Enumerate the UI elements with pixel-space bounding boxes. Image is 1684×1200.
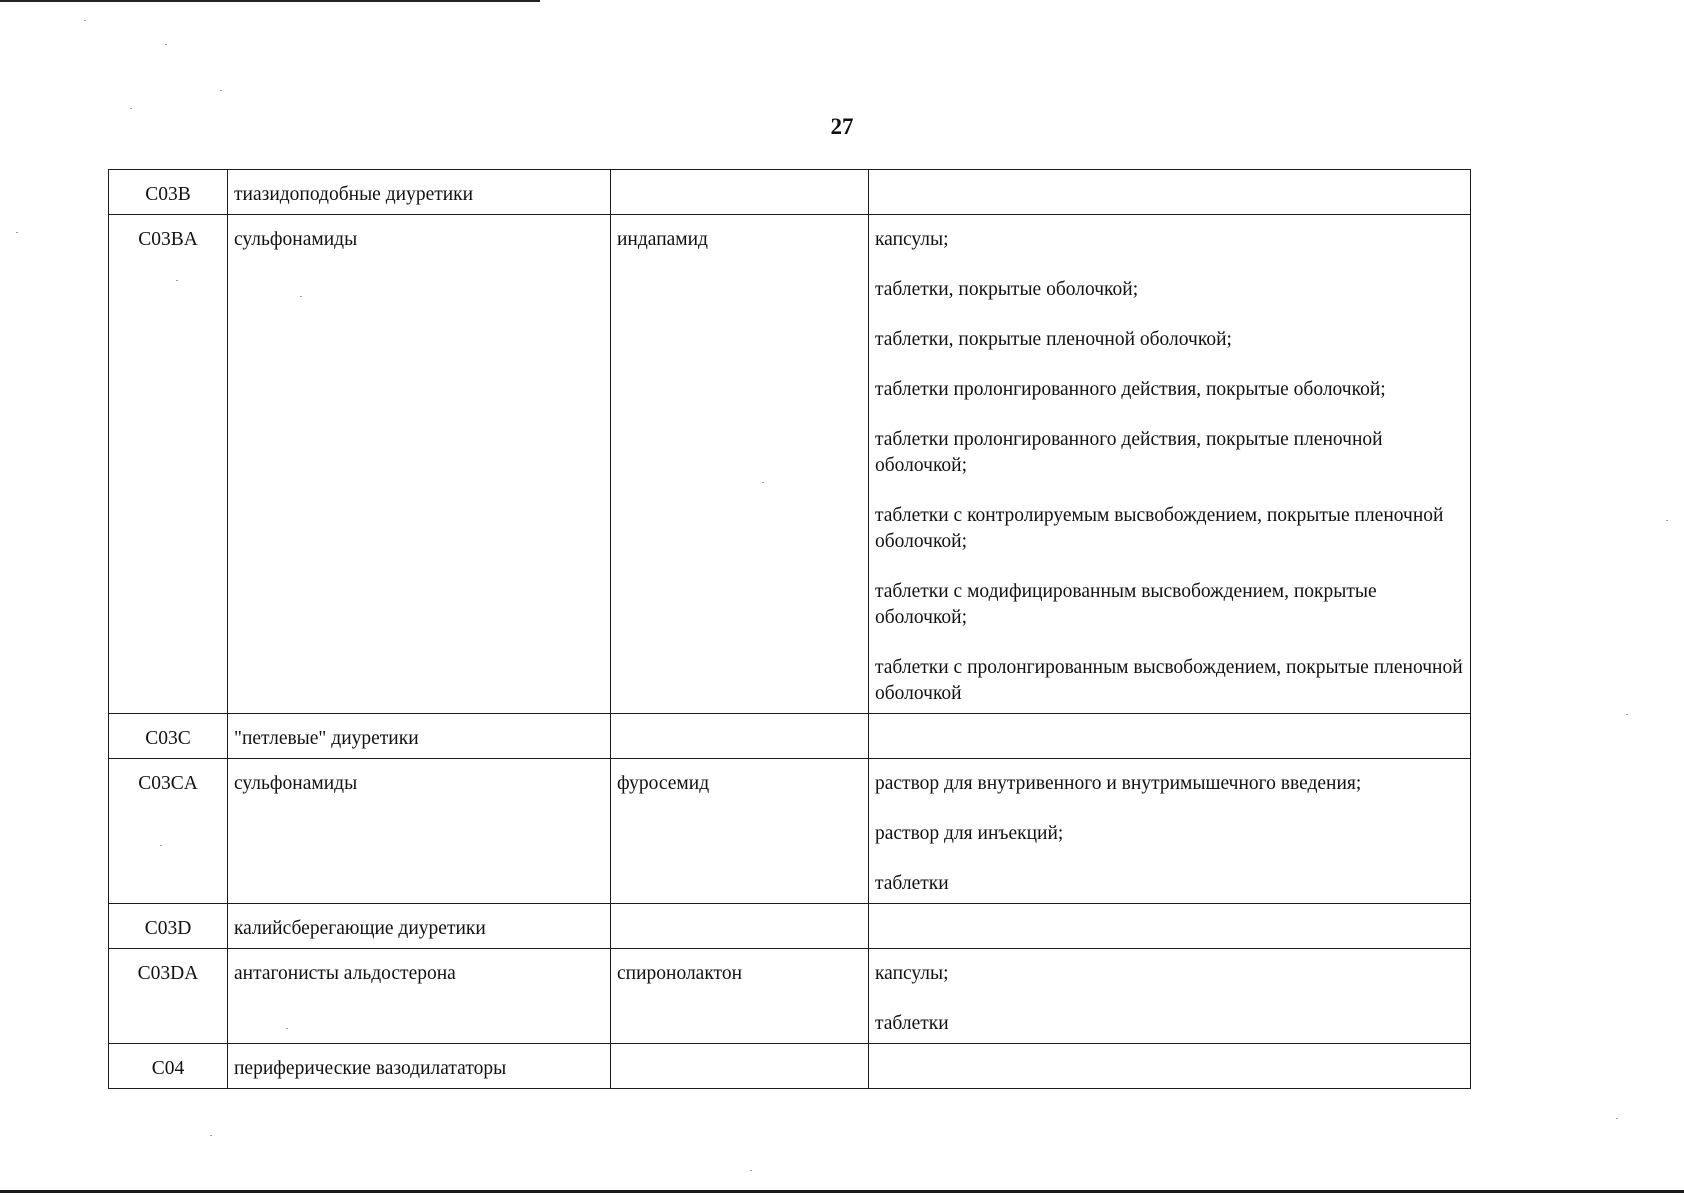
dosage-forms-cell (869, 215, 1471, 714)
dosage-forms-cell (869, 714, 1471, 759)
table-row (109, 949, 1471, 1044)
dosage-form-item: таблетки (875, 1013, 949, 1034)
dosage-form-item: таблетки пролонгированного действия, покрытые пленочной оболочкой; (875, 429, 1383, 476)
dosage-forms-cell (869, 949, 1471, 1044)
group-description-cell: "петлевые" диуретики (228, 714, 611, 759)
dosage-form-item: таблетки пролонгированного действия, покрытые оболочкой; (875, 379, 1386, 400)
scan-speck (750, 1170, 752, 1171)
table-row (109, 170, 1471, 215)
table-row (109, 904, 1471, 949)
scan-speck (84, 20, 86, 21)
dosage-forms-cell (869, 759, 1471, 904)
dosage-form-item: таблетки, покрытые пленочной оболочкой; (875, 329, 1232, 350)
dosage-form-item: раствор для внутривенного и внутримышечного введения; (875, 773, 1362, 794)
dosage-form-item: таблетки с пролонгированным высвобождением, покрытые пленочной оболочкой (875, 657, 1463, 704)
atc-code-cell: C03B (109, 170, 228, 215)
group-description-cell: калийсберегающие диуретики (228, 904, 611, 949)
atc-code-cell: C03BA (109, 215, 228, 714)
dosage-form-item: таблетки с модифицированным высвобождением, покрытые оболочкой; (875, 581, 1377, 628)
atc-code-cell: C04 (109, 1044, 228, 1089)
scan-speck (1616, 1118, 1618, 1119)
dosage-forms-cell (869, 1044, 1471, 1089)
table-row (109, 215, 1471, 714)
drug-name-cell (611, 1044, 869, 1089)
dosage-forms-cell (869, 170, 1471, 215)
dosage-form-item: раствор для инъекций; (875, 823, 1064, 844)
dosage-form-item: таблетки, покрытые оболочкой; (875, 279, 1139, 300)
scan-edge-line-bottom (0, 1190, 1684, 1193)
scan-speck (16, 232, 18, 233)
page-number: 27 (830, 114, 854, 139)
group-description-cell: сульфонамиды (228, 759, 611, 904)
drug-name-cell (611, 904, 869, 949)
scan-speck (165, 44, 167, 45)
scan-speck (160, 845, 162, 846)
dosage-form-item: таблетки (875, 873, 949, 894)
scan-speck (130, 108, 132, 109)
scan-speck (210, 1135, 212, 1136)
scan-speck (1666, 520, 1668, 521)
drug-name-cell: индапамид (611, 215, 869, 714)
scan-speck (220, 90, 222, 91)
group-description-cell: антагонисты альдостерона (228, 949, 611, 1044)
drug-name-cell (611, 714, 869, 759)
table-row (109, 714, 1471, 759)
dosage-forms-cell (869, 904, 1471, 949)
scan-speck (300, 296, 302, 297)
group-description-cell: тиазидоподобные диуретики (228, 170, 611, 215)
table-row (109, 1044, 1471, 1089)
atc-code-cell: C03D (109, 904, 228, 949)
scan-speck (176, 280, 178, 281)
atc-code-cell: C03CA (109, 759, 228, 904)
atc-code-cell: C03DA (109, 949, 228, 1044)
dosage-form-item: таблетки с контролируемым высвобождением, покрытые пленочной оболочкой; (875, 505, 1444, 552)
drug-name-cell: фуросемид (611, 759, 869, 904)
atc-drug-table (108, 169, 1471, 1089)
drug-name-cell: спиронолактон (611, 949, 869, 1044)
scan-speck (762, 482, 764, 483)
scan-speck (1626, 714, 1628, 715)
group-description-cell: сульфонамиды (228, 215, 611, 714)
dosage-form-item: капсулы; (875, 229, 949, 250)
atc-code-cell: C03C (109, 714, 228, 759)
scan-speck (286, 1028, 288, 1029)
group-description-cell: периферические вазодилататоры (228, 1044, 611, 1089)
scan-edge-line-top (0, 0, 540, 2)
table-row (109, 759, 1471, 904)
dosage-form-item: капсулы; (875, 963, 949, 984)
drug-name-cell (611, 170, 869, 215)
